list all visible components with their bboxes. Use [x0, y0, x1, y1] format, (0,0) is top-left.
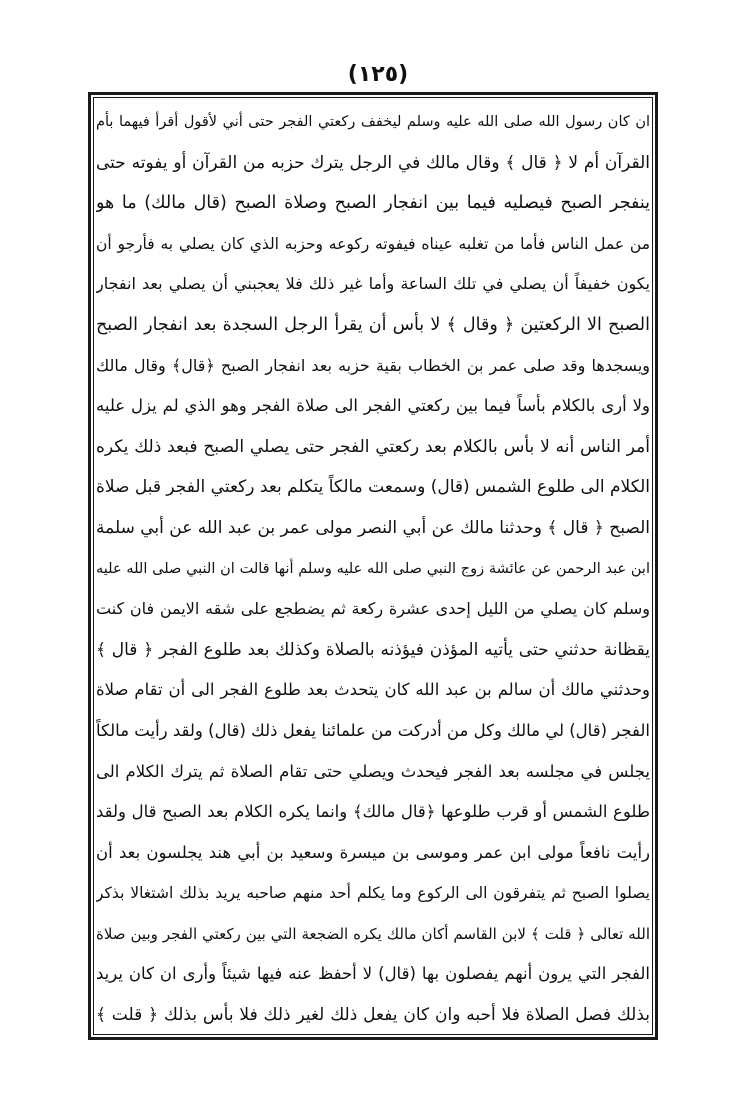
- text-line: الفجر التي يرون أنهم يفصلون بها (قال) لا أحفظ عنه فيها شيئاً وأرى ان كان يريد: [96, 964, 650, 984]
- text-line: ان كان رسول الله صلى الله عليه وسلم ليخفف ركعتي الفجر حتى أني لأقول أقرأ فيهما بأم: [96, 114, 650, 130]
- text-line: طلوع الشمس أو قرب طلوعها ﴿قال مالك﴾ وانما يكره الكلام بعد الصبح قال ولقد: [96, 802, 650, 822]
- text-line: يجلس في مجلسه بعد الفجر فيحدث ويصلي حتى تقام الصلاة ثم يترك الكلام الى: [96, 761, 650, 781]
- text-line: بذلك فصل الصلاة فلا أحبه وان كان يفعل ذلك لغير ذلك فلا بأس بذلك ﴿ قلت ﴾: [96, 1005, 650, 1026]
- text-line: ينفجر الصبح فيصليه فيما بين انفجار الصبح وصلاة الصبح (قال مالك) ما هو: [96, 193, 650, 214]
- text-line: ابن عبد الرحمن عن عائشة زوج النبي صلى الله عليه وسلم أنها قالت ان النبي صلى الله عليه: [96, 560, 650, 577]
- text-line: رأيت نافعاً مولى ابن عمر وموسى بن ميسرة وسعيد بن أبي هند يجلسون بعد أن: [96, 842, 650, 862]
- text-line: الصبح ﴿ قال ﴾ وحدثنا مالك عن أبي النصر مولى عمر بن عبد الله عن أبي سلمة: [96, 517, 650, 538]
- text-line: الفجر (قال) لي مالك وكل من أدركت من علمائنا يفعل ذلك (قال) ولقد رأيت مالكاً: [96, 720, 650, 740]
- text-line: وسلم كان يصلي من الليل إحدى عشرة ركعة ثم يضطجع على شقه الايمن فان كنت: [96, 599, 650, 619]
- text-line: أمر الناس أنه لا بأس بالكلام بعد ركعتي الفجر حتى يصلي الصبح فبعد ذلك يكره: [96, 436, 650, 457]
- page-number: (١٢٥): [347, 62, 409, 87]
- text-line: الكلام الى طلوع الشمس (قال) وسمعت مالكاً يتكلم بعد ركعتي الفجر قبل صلاة: [96, 477, 650, 498]
- text-line: يصلوا الصبح ثم يتفرقون الى الركوع وما يكلم أحد منهم صاحبه يريد بذلك اشتغالا بذكر: [96, 884, 650, 903]
- body-text: [96, 102, 650, 1036]
- text-line: القرآن أم لا ﴿ قال ﴾ وقال مالك في الرجل يترك حزبه من القرآن أو يفوته حتى: [96, 152, 650, 173]
- text-line: من عمل الناس فأما من تغلبه عيناه فيفوته ركوعه وحزبه الذي كان يصلي به فأرجو أن: [96, 234, 650, 253]
- text-line: ولا أرى بالكلام بأساً فيما بين ركعتي الفجر الى صلاة الفجر وهو الذي لم يزل عليه: [96, 396, 650, 416]
- text-line: يكون خفيفاً أن يصلي في تلك الساعة وأما غير ذلك فلا يعجبني أن يصلي بعد انفجار: [96, 274, 650, 294]
- text-line: الصبح الا الركعتين ﴿ وقال ﴾ لا بأس أن يقرأ الرجل السجدة بعد انفجار الصبح: [96, 314, 650, 335]
- text-line: الله تعالى ﴿ قلت ﴾ لابن القاسم أكان مالك يكره الضجعة التي بين ركعتي الفجر وبين صلاة: [96, 924, 650, 943]
- text-line: وحدثني مالك أن سالم بن عبد الله كان يتحدث بعد طلوع الفجر الى أن تقام صلاة: [96, 680, 650, 700]
- text-line: ويسجدها وقد صلى عمر بن الخطاب بقية حزبه بعد انفجار الصبح ﴿قال﴾ وقال مالك: [96, 355, 650, 375]
- text-line: يقظانة حدثني حتى يأتيه المؤذن فيؤذنه بالصلاة وكذلك بعد طلوع الفجر ﴿ قال ﴾: [96, 639, 650, 660]
